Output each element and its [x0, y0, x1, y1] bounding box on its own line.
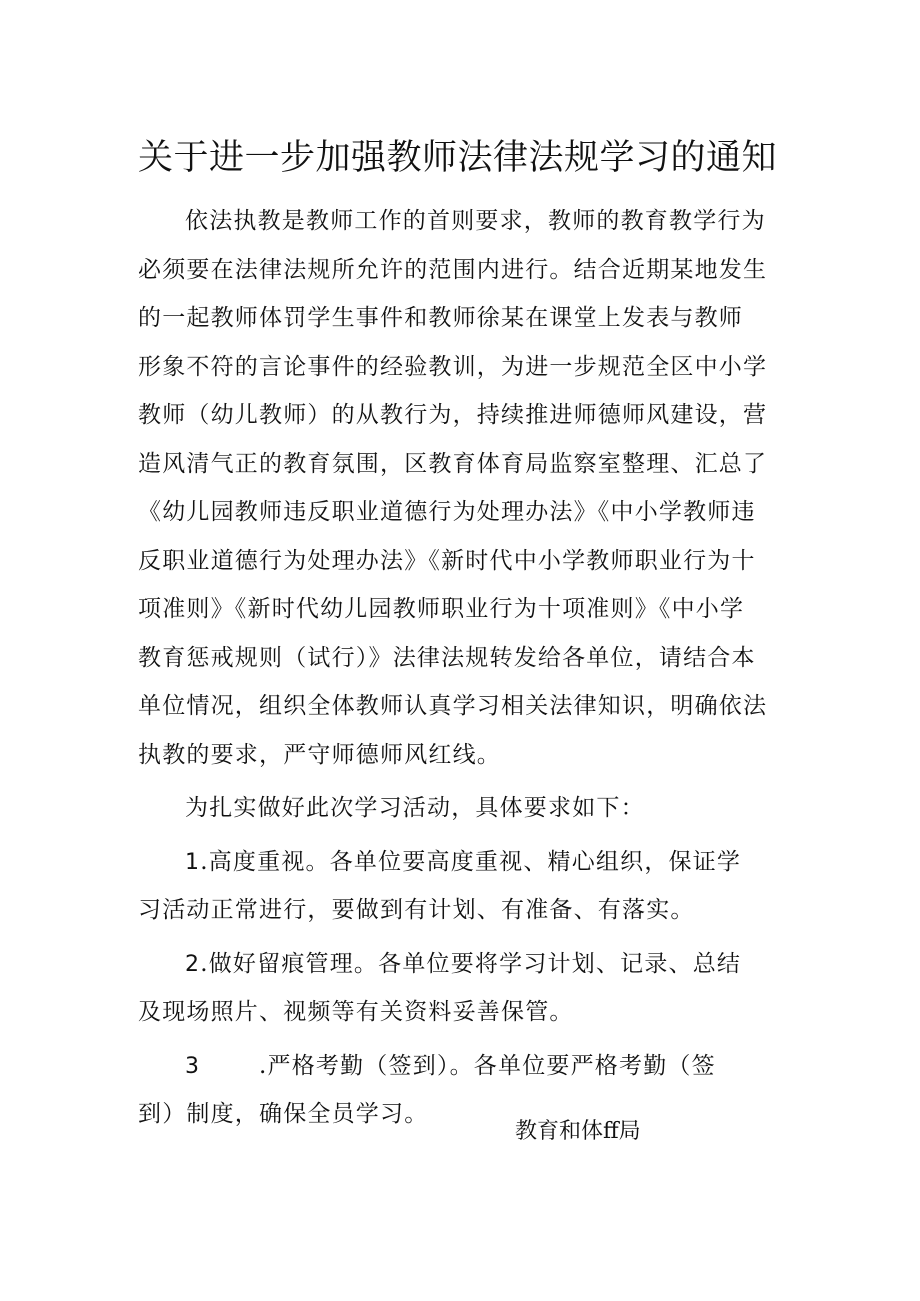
requirements-intro: 为扎实做好此次学习活动，具体要求如下： [185, 795, 645, 821]
item-text: .高度重视。各单位要高度重视、精心组织，保证学 [200, 848, 742, 875]
document-body [138, 197, 784, 1139]
intro-line: 的一起教师体罚学生事件和教师徐某在课堂上发表与教师 [138, 305, 743, 331]
intro-line: 教育惩戒规则（试行）》法律法规转发给各单位，请结合本 [138, 644, 756, 671]
requirement-line: 及现场照片、视频等有关资料妥善保管。 [138, 999, 574, 1025]
document-title: 关于进一步加强教师法律法规学习的通知 [138, 138, 778, 178]
requirement-line [138, 940, 784, 989]
intro-line: 依法执教是教师工作的首则要求，教师的教育教学行为 [185, 208, 766, 234]
intro-line: 项准则》《新时代幼儿园教师职业行为十项准则》《中小学 [138, 596, 745, 622]
requirement-item-1 [138, 838, 784, 935]
intro-line: 执教的要求，严守师德师风红线。 [138, 741, 501, 768]
intro-line: 必须要在法律法规所允许的范围内进行。结合近期某地发生 [138, 256, 768, 283]
intro-line: 《幼儿园教师违反职业道德行为处理办法》《中小学教师违 [138, 499, 756, 525]
requirement-line [138, 838, 784, 887]
requirement-line [138, 1042, 784, 1091]
requirement-line: 习活动正常进行，要做到有计划、有准备、有落实。 [138, 897, 695, 923]
item-number: 3 [185, 1053, 201, 1079]
requirement-item-3 [138, 1042, 784, 1139]
requirement-item-2 [138, 940, 784, 1037]
intro-line: 形象不符的言论事件的经验教训，为进一步规范全区中小学 [138, 353, 768, 380]
intro-line: 教师（幼儿教师）的从教行为，持续推进师德师风建设，营 [138, 402, 768, 428]
intro-line: 造风清气正的教育氛围，区教育体育局监察室整理、汇总了 [138, 450, 768, 477]
issuer-signature: 教育和体ff局 [515, 1119, 641, 1144]
requirement-line: 到）制度，确保全员学习。 [138, 1101, 429, 1127]
intro-line: 单位情况，组织全体教师认真学习相关法律知识，明确依法 [138, 693, 768, 719]
item-text: .做好留痕管理。各单位要将学习计划、记录、总结 [200, 950, 742, 977]
intro-paragraph [138, 197, 784, 779]
item-number: 1 [185, 849, 201, 875]
item-number: 2 [185, 951, 201, 977]
item-text: .严格考勤（签到）。各单位要严格考勤（签 [259, 1052, 716, 1079]
intro-line: 反职业道德行为处理办法》《新时代中小学教师职业行为十 [138, 547, 756, 574]
